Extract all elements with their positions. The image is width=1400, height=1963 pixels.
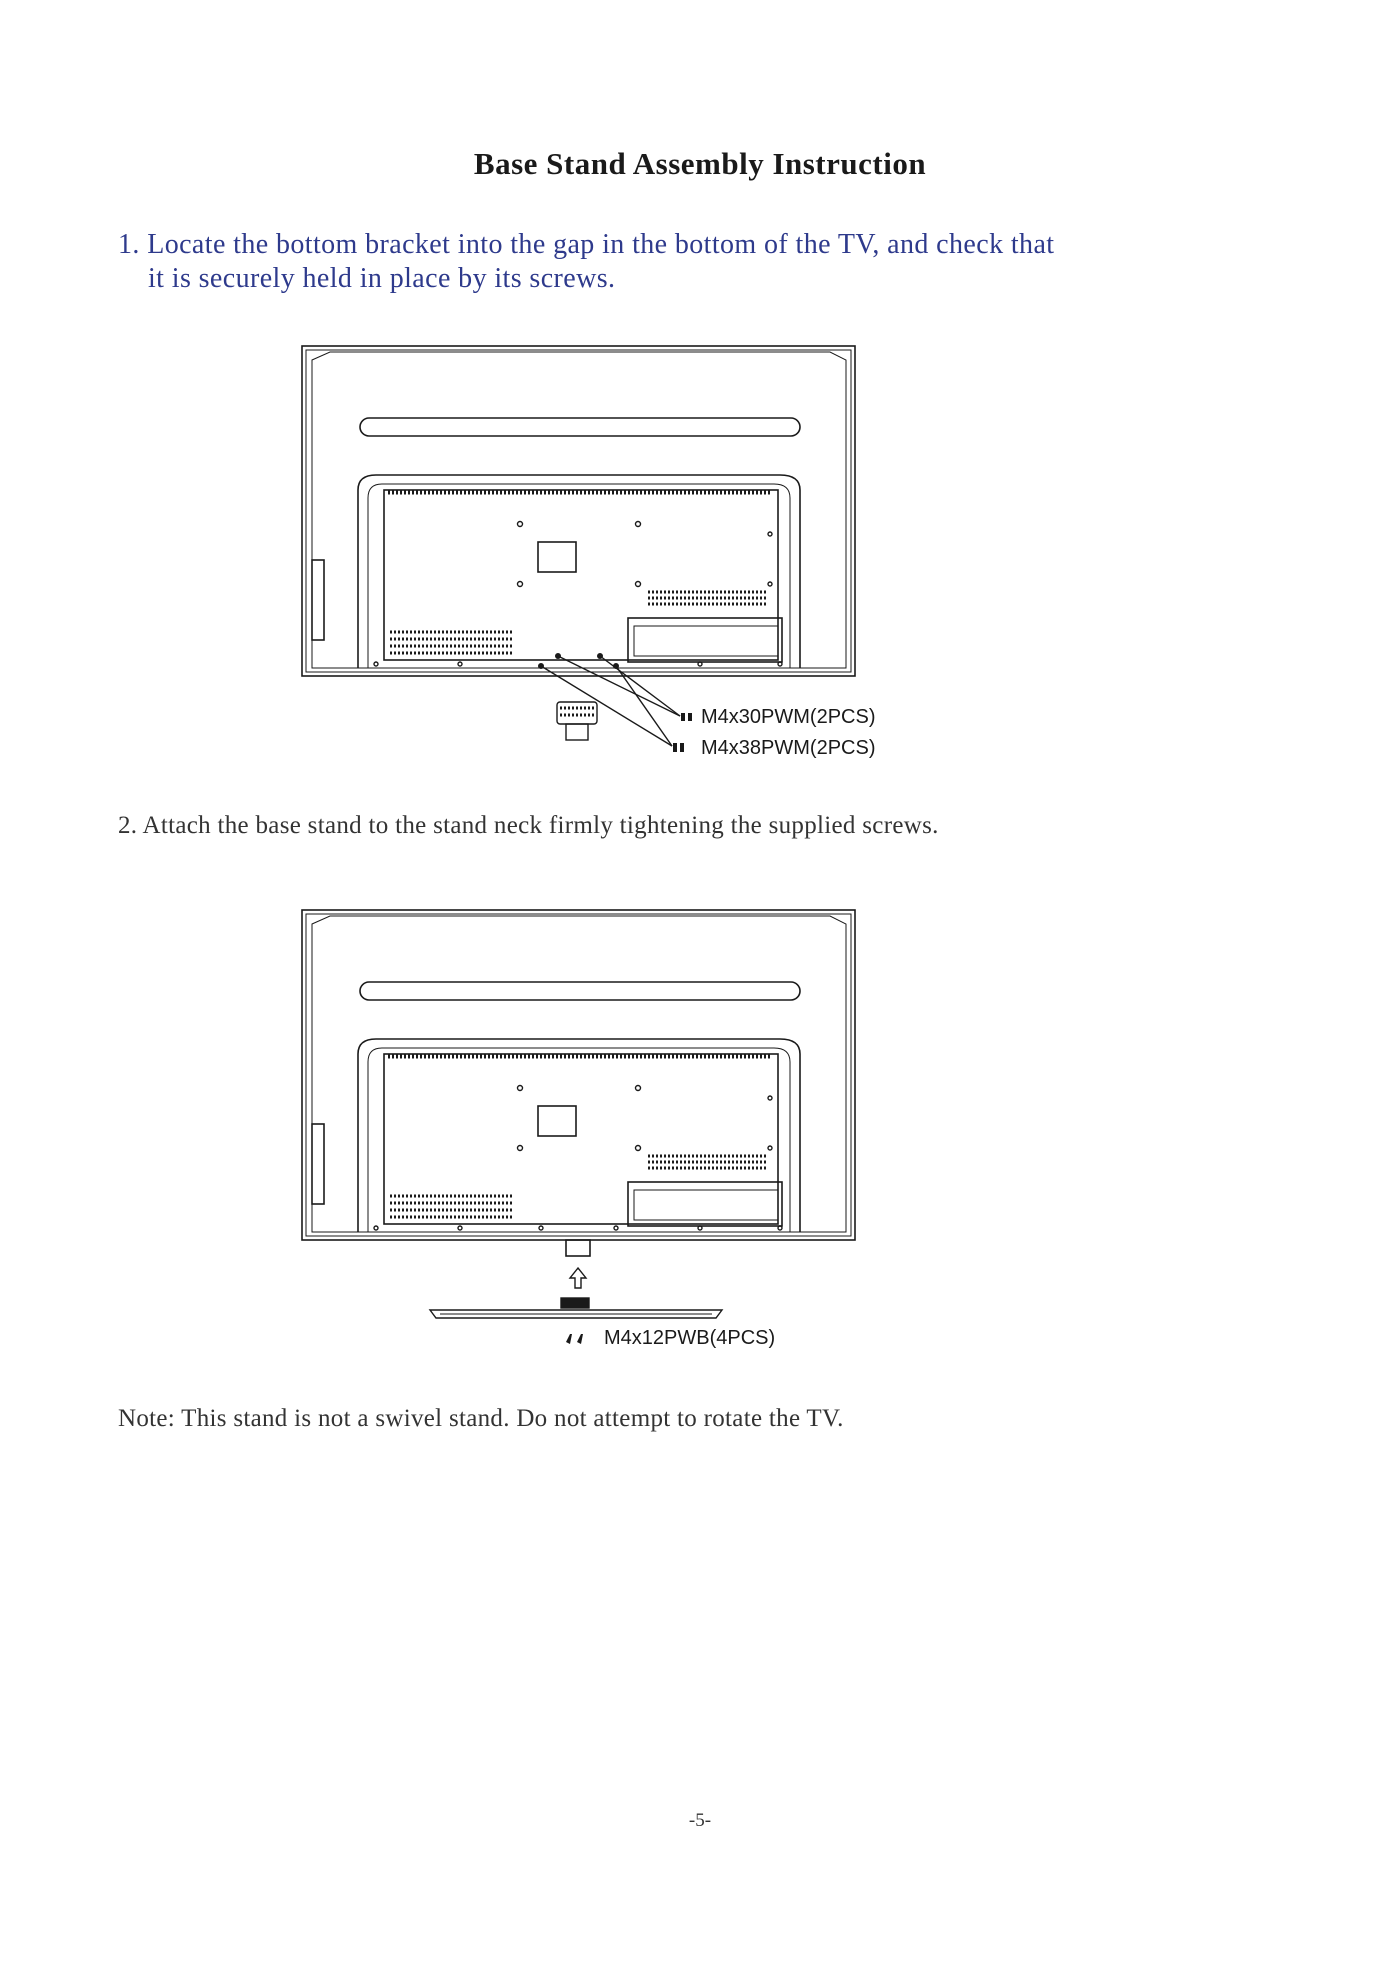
tv-back-panel [312,916,846,1232]
main-board-area [384,1054,778,1224]
vesa-holes [374,522,782,667]
side-io-panel [312,560,324,640]
power-board-box [628,618,782,662]
vesa-label-box [538,1106,576,1136]
tv-back-panel [312,352,846,668]
top-handle-slot [360,982,800,1000]
page-title: Base Stand Assembly Instruction [473,146,927,181]
main-board-area [384,490,778,660]
arrow-up-icon [570,1268,586,1288]
vesa-label-box [538,542,576,572]
screw-label-m4x38: M4x38PWM(2PCS) [701,737,876,759]
side-io-panel [312,1124,324,1204]
rear-cover-outline [358,1039,800,1232]
rear-cover-outline [358,475,800,668]
screw-icon [673,713,692,752]
callout-lines [541,656,680,746]
page-number: -5- [688,1810,712,1831]
screw-label-m4x12: M4x12PWB(4PCS) [604,1327,776,1349]
power-board-box [628,1182,782,1226]
top-handle-slot [360,418,800,436]
screw-icon [566,1334,583,1344]
right-vent [648,1156,766,1168]
right-vent [648,592,766,604]
step-1-text [118,228,1218,296]
note-text: Note: This stand is not a swivel stand. Do not attempt to rotate the TV. [118,1405,844,1432]
figure-tv-back-base-stand [0,890,1400,1360]
step-2-text: 2. Attach the base stand to the stand neck firmly tightening the supplied screws. [118,812,939,839]
left-vent [390,1196,514,1217]
vesa-holes [374,1086,782,1231]
base-stand-part [430,1298,722,1318]
step-1-line-2: it is securely held in place by its screws. [148,263,616,294]
step-1-line-1: 1. Locate the bottom bracket into the gap in the bottom of the TV, and check that [118,229,1055,260]
bottom-bracket-part [557,702,597,740]
figure-tv-back-bracket [0,330,1400,770]
screw-label-m4x30: M4x30PWM(2PCS) [701,706,876,728]
left-vent [390,632,514,653]
stand-neck [566,1240,590,1256]
